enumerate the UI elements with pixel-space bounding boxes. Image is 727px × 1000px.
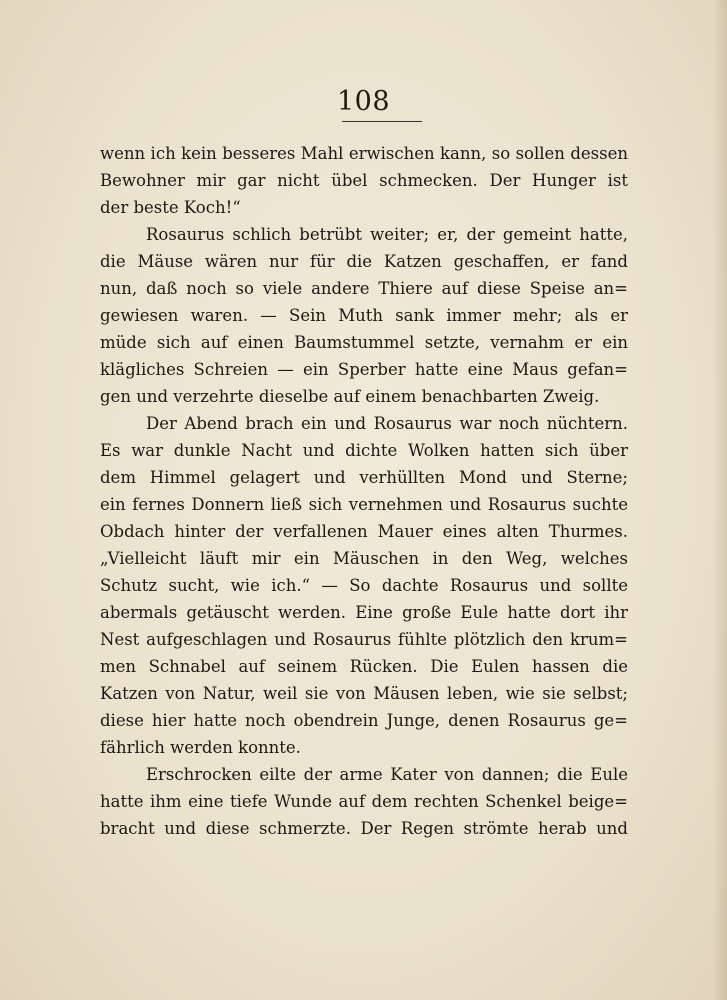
text-line: dem Himmel gelagert und verhüllten Mond und Sterne; [100,468,628,487]
body-text [100,140,628,842]
text-line: Es war dunkle Nacht und dichte Wolken hatten sich über [100,441,628,460]
text-line: fährlich werden konnte. [100,738,301,757]
text-line: abermals getäuscht werden. Eine große Eule hatte dort ihr [100,603,628,622]
text-line: diese hier hatte noch obendrein Junge, denen Rosaurus ge= [100,711,628,730]
text-line: klägliches Schreien — ein Sperber hatte eine Maus gefan= [100,360,628,379]
text-line: gewiesen waren. — Sein Muth sank immer mehr; als er [100,306,628,325]
text-line: die Mäuse wären nur für die Katzen geschaffen, er fand [100,252,628,271]
text-line: nun, daß noch so viele andere Thiere auf diese Speise an= [100,279,628,298]
text-line: müde sich auf einen Baumstummel setzte, vernahm er ein [100,333,628,352]
text-line: bracht und diese schmerzte. Der Regen strömte herab und [100,819,628,838]
text-line: hatte ihm eine tiefe Wunde auf dem rechten Schenkel beige= [100,792,628,811]
text-line: Nest aufgeschlagen und Rosaurus fühlte plötzlich den krum= [100,630,628,649]
header-rule [342,121,422,122]
text-line: Rosaurus schlich betrübt weiter; er, der gemeint hatte, [146,225,628,244]
text-line: gen und verzehrte dieselbe auf einem benachbarten Zweig. [100,387,600,406]
text-line: wenn ich kein besseres Mahl erwischen kann, so sollen dessen [100,144,628,163]
text-line: Katzen von Natur, weil sie von Mäusen leben, wie sie selbst; [100,684,628,703]
text-line: „Vielleicht läuft mir ein Mäuschen in den Weg, welches [100,549,628,568]
text-line: Schutz sucht, wie ich.“ — So dachte Rosaurus und sollte [100,576,628,595]
text-line: Obdach hinter der verfallenen Mauer eines alten Thurmes. [100,522,628,541]
page-edge-shadow [713,0,727,1000]
text-line: men Schnabel auf seinem Rücken. Die Eulen hassen die [100,657,628,676]
page-number: 108 [336,86,391,117]
text-line: ein fernes Donnern ließ sich vernehmen und Rosaurus suchte [100,495,628,514]
text-line: Bewohner mir gar nicht übel schmecken. Der Hunger ist [100,171,628,190]
text-line: Erschrocken eilte der arme Kater von dannen; die Eule [146,765,628,784]
text-line: Der Abend brach ein und Rosaurus war noch nüchtern. [146,414,628,433]
text-line: der beste Koch!“ [100,198,241,217]
